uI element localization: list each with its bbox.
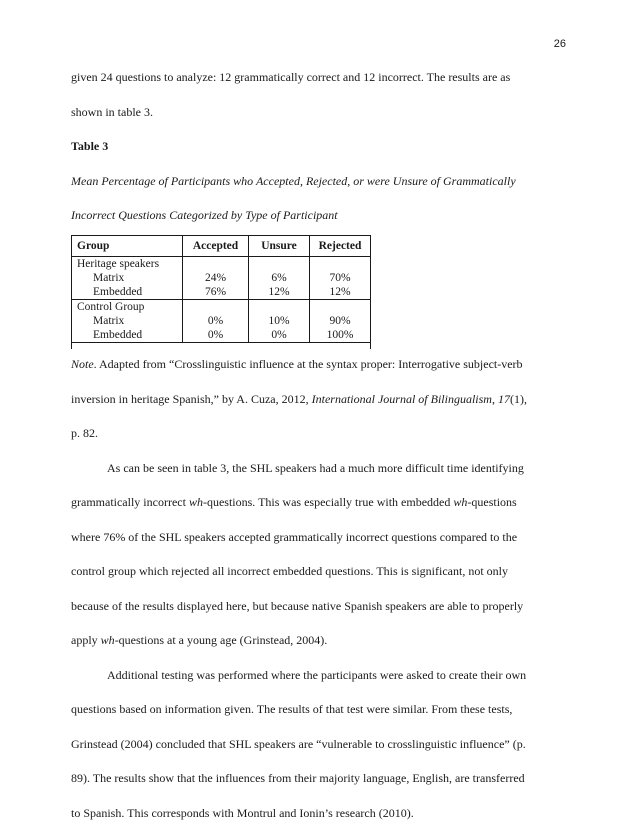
accepted-cell xyxy=(183,300,249,343)
row-label: Matrix xyxy=(77,314,177,328)
wh-term: wh xyxy=(101,633,115,647)
paragraph-line: shown in table 3. xyxy=(71,105,553,140)
paragraph-line: questions based on information given. The results of that test were similar. From these tests, xyxy=(71,702,553,737)
unsure-cell xyxy=(249,257,310,300)
paragraph-line xyxy=(71,633,553,668)
cell-value: 12% xyxy=(315,285,365,299)
page-number: 26 xyxy=(554,38,566,50)
journal-volume: 17 xyxy=(498,392,510,406)
table-caption: Mean Percentage of Participants who Accepted, Rejected, or were Unsure of Grammatically xyxy=(71,174,553,209)
text-run: -questions at a young age (Grinstead, 2004). xyxy=(115,633,328,647)
group-cell xyxy=(72,300,183,343)
paragraph-line: where 76% of the SHL speakers accepted grammatically incorrect questions compared to the xyxy=(71,530,553,565)
table-caption: Incorrect Questions Categorized by Type of Participant xyxy=(71,208,553,235)
rejected-cell xyxy=(310,257,371,300)
cell-value: 24% xyxy=(188,271,243,285)
paragraph-line: As can be seen in table 3, the SHL speakers had a much more difficult time identifying xyxy=(71,461,553,496)
header-group: Group xyxy=(72,236,183,257)
results-table xyxy=(72,235,370,343)
cell-value: 0% xyxy=(188,328,243,342)
group-name: Control Group xyxy=(77,300,177,314)
paragraph-line: control group which rejected all incorrect embedded questions. This is significant, not only xyxy=(71,564,553,599)
paragraph-line: because of the results displayed here, but because native Spanish speakers are able to properly xyxy=(71,599,553,634)
paragraph-line: given 24 questions to analyze: 12 grammatically correct and 12 incorrect. The results are as xyxy=(71,70,553,105)
paragraph-line: 89). The results show that the influences from their majority language, English, are transferred xyxy=(71,771,553,806)
wh-term: wh xyxy=(453,495,467,509)
cell-value: 0% xyxy=(188,314,243,328)
text-run: grammatically incorrect xyxy=(71,495,189,509)
paragraph-line: Additional testing was performed where the participants were asked to create their own xyxy=(71,668,553,703)
paragraph-line xyxy=(71,495,553,530)
journal-title: International Journal of Bilingualism xyxy=(312,392,492,406)
text-run: -questions xyxy=(467,495,516,509)
row-label: Matrix xyxy=(77,271,177,285)
text-run: -questions. This was especially true with embedded xyxy=(203,495,453,509)
header-unsure: Unsure xyxy=(249,236,310,257)
paragraph-line: to Spanish. This corresponds with Montrul and Ionin’s research (2010). xyxy=(71,806,553,840)
table-header-row xyxy=(72,236,370,257)
paragraph-line: Grinstead (2004) concluded that SHL speakers are “vulnerable to crosslinguistic influence” (p. xyxy=(71,737,553,772)
table-note xyxy=(71,357,553,392)
table-row xyxy=(72,257,370,300)
wh-term: wh xyxy=(189,495,203,509)
cell-value: 12% xyxy=(254,285,304,299)
cell-value: 10% xyxy=(254,314,304,328)
row-label: Embedded xyxy=(77,285,177,299)
table-row xyxy=(72,300,370,343)
group-cell xyxy=(72,257,183,300)
cell-value: 90% xyxy=(315,314,365,328)
table-label: Table 3 xyxy=(71,139,553,174)
unsure-cell xyxy=(249,300,310,343)
cell-value: 6% xyxy=(254,271,304,285)
accepted-cell xyxy=(183,257,249,300)
cell-value: 76% xyxy=(188,285,243,299)
note-label: Note xyxy=(71,357,94,371)
note-text: . Adapted from “Crosslinguistic influence at the syntax proper: Interrogative subject-verb xyxy=(94,357,523,371)
row-label: Embedded xyxy=(77,328,177,342)
rejected-cell xyxy=(310,300,371,343)
group-name: Heritage speakers xyxy=(77,257,177,271)
page-body xyxy=(71,70,553,840)
note-text: (1), xyxy=(510,392,527,406)
note-text: inversion in heritage Spanish,” by A. Cuza, 2012, xyxy=(71,392,312,406)
cell-value: 100% xyxy=(315,328,365,342)
header-accepted: Accepted xyxy=(183,236,249,257)
cell-value: 70% xyxy=(315,271,365,285)
table-note: p. 82. xyxy=(71,426,553,461)
table-note xyxy=(71,392,553,427)
text-run: apply xyxy=(71,633,101,647)
results-table-frame xyxy=(71,235,371,349)
note-text: , xyxy=(492,392,498,406)
cell-value: 0% xyxy=(254,328,304,342)
header-rejected: Rejected xyxy=(310,236,371,257)
